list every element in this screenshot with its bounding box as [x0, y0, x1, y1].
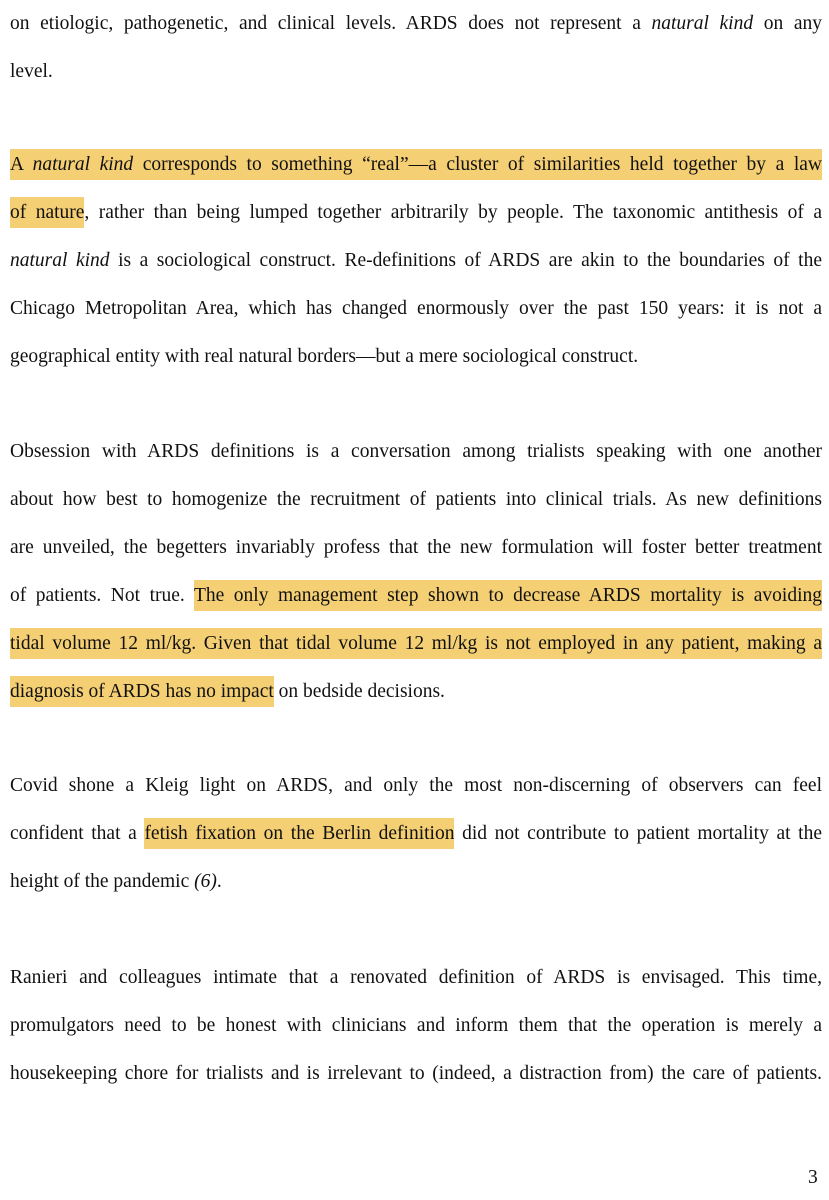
text-line: natural kind is a sociological construct. Re-definitions of ARDS are akin to the boundaries of the — [10, 250, 822, 271]
text-line: on etiologic, pathogenetic, and clinical levels. ARDS does not represent a natural kind on any — [10, 13, 822, 34]
text-line: housekeeping chore for trialists and is irrelevant to (indeed, a distraction from) the care of patients. — [10, 1063, 822, 1084]
text-line: Ranieri and colleagues intimate that a renovated definition of ARDS is envisaged. This time, — [10, 967, 822, 988]
text-line — [10, 141, 822, 189]
paragraph-natural-kind — [10, 141, 822, 381]
text-line: confident that a fetish fixation on the Berlin definition did not contribute to patient mortality at the — [10, 810, 822, 858]
text-line: Obsession with ARDS definitions is a conversation among trialists speaking with one another — [10, 441, 822, 462]
highlighted-text: tidal volume 12 ml/kg. Given that tidal volume 12 ml/kg is not employed in any patient, making a — [10, 628, 822, 659]
citation-ref: (6) — [194, 871, 217, 892]
paragraph-continuation — [10, 0, 822, 96]
paragraph-ranieri — [10, 954, 822, 1098]
highlighted-text: diagnosis of ARDS has no impact — [10, 676, 274, 707]
paragraph-obsession — [10, 428, 822, 716]
text-line: Chicago Metropolitan Area, which has changed enormously over the past 150 years: it is not a — [10, 298, 822, 319]
text-line: level. — [10, 61, 53, 82]
highlighted-text: The only management step shown to decrease ARDS mortality is avoiding — [194, 580, 822, 611]
text-line — [10, 620, 822, 668]
paragraph-covid — [10, 762, 822, 906]
text-line: are unveiled, the begetters invariably profess that the new formulation will foster better treatment — [10, 537, 822, 558]
text-line: geographical entity with real natural borders—but a mere sociological construct. — [10, 346, 639, 367]
text-line: of nature, rather than being lumped together arbitrarily by people. The taxonomic antithesis of a — [10, 189, 822, 237]
highlighted-text: A natural kind corresponds to something “real”—a cluster of similarities held together by a law — [10, 149, 822, 180]
text-line: Covid shone a Kleig light on ARDS, and only the most non-discerning of observers can feel — [10, 775, 822, 796]
highlighted-text: of nature — [10, 197, 84, 228]
text-line: height of the pandemic (6). — [10, 871, 222, 892]
text-line: about how best to homogenize the recruitment of patients into clinical trials. As new definitions — [10, 489, 822, 510]
page-number: 3 — [808, 1167, 818, 1188]
text-line: of patients. Not true. The only management step shown to decrease ARDS mortality is avoiding — [10, 572, 822, 620]
highlighted-text: fetish fixation on the Berlin definition — [144, 818, 454, 849]
text-line: promulgators need to be honest with clinicians and inform them that the operation is merely a — [10, 1015, 822, 1036]
text-line: diagnosis of ARDS has no impact on bedside decisions. — [10, 668, 822, 716]
